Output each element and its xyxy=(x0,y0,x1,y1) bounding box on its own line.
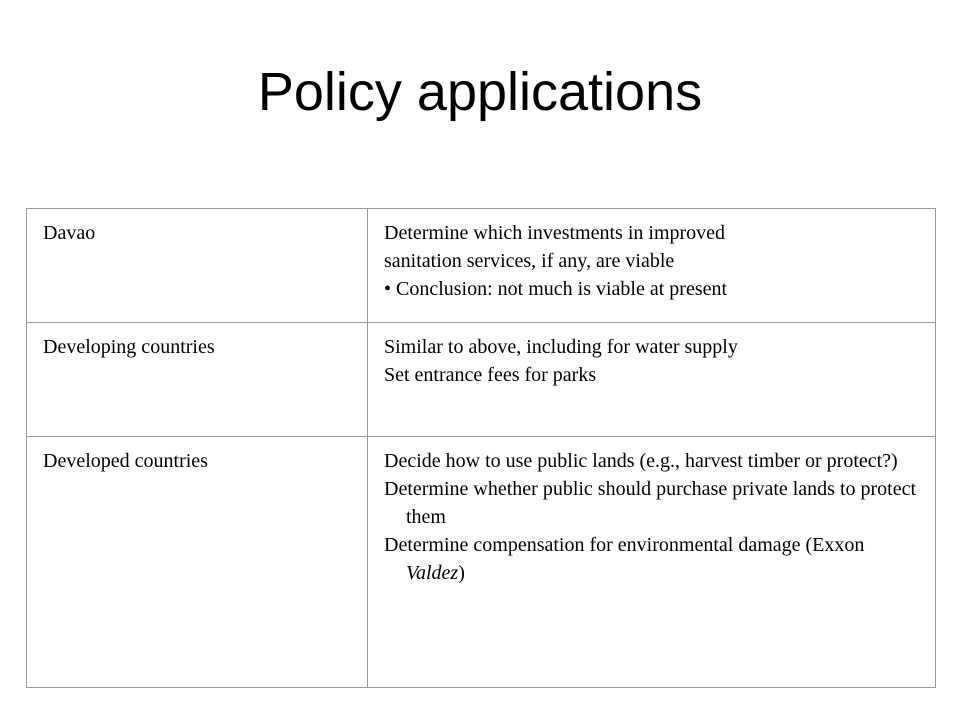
description-item xyxy=(384,531,927,587)
description-item: Decide how to use public lands (e.g., harvest timber or protect?) xyxy=(384,450,898,472)
row-label: Davao xyxy=(43,222,96,244)
bullet-line: • Conclusion: not much is viable at present xyxy=(384,278,728,300)
description-line: Set entrance fees for parks xyxy=(384,364,597,386)
item-text: ) xyxy=(458,562,465,584)
description-line: Similar to above, including for water supply xyxy=(384,336,738,358)
description-item: Determine whether public should purchase private lands to protect them xyxy=(384,478,917,528)
row-label-cell xyxy=(27,323,368,437)
slide-title: Policy applications xyxy=(257,62,703,122)
row-label-cell xyxy=(27,437,368,688)
row-description-cell xyxy=(368,437,936,688)
description-line: Determine which investments in improved xyxy=(384,222,726,244)
table-row xyxy=(27,437,936,688)
table-row xyxy=(27,323,936,437)
policy-table xyxy=(26,208,936,688)
row-description-cell xyxy=(368,323,936,437)
table-row xyxy=(27,209,936,323)
row-label-cell xyxy=(27,209,368,323)
ship-name-italic: Valdez xyxy=(406,562,459,584)
item-text: Determine compensation for environmental damage (Exxon xyxy=(384,534,865,556)
row-label: Developing countries xyxy=(43,336,215,358)
row-description-cell xyxy=(368,209,936,323)
row-label: Developed countries xyxy=(43,450,208,472)
description-line: sanitation services, if any, are viable xyxy=(384,250,675,272)
